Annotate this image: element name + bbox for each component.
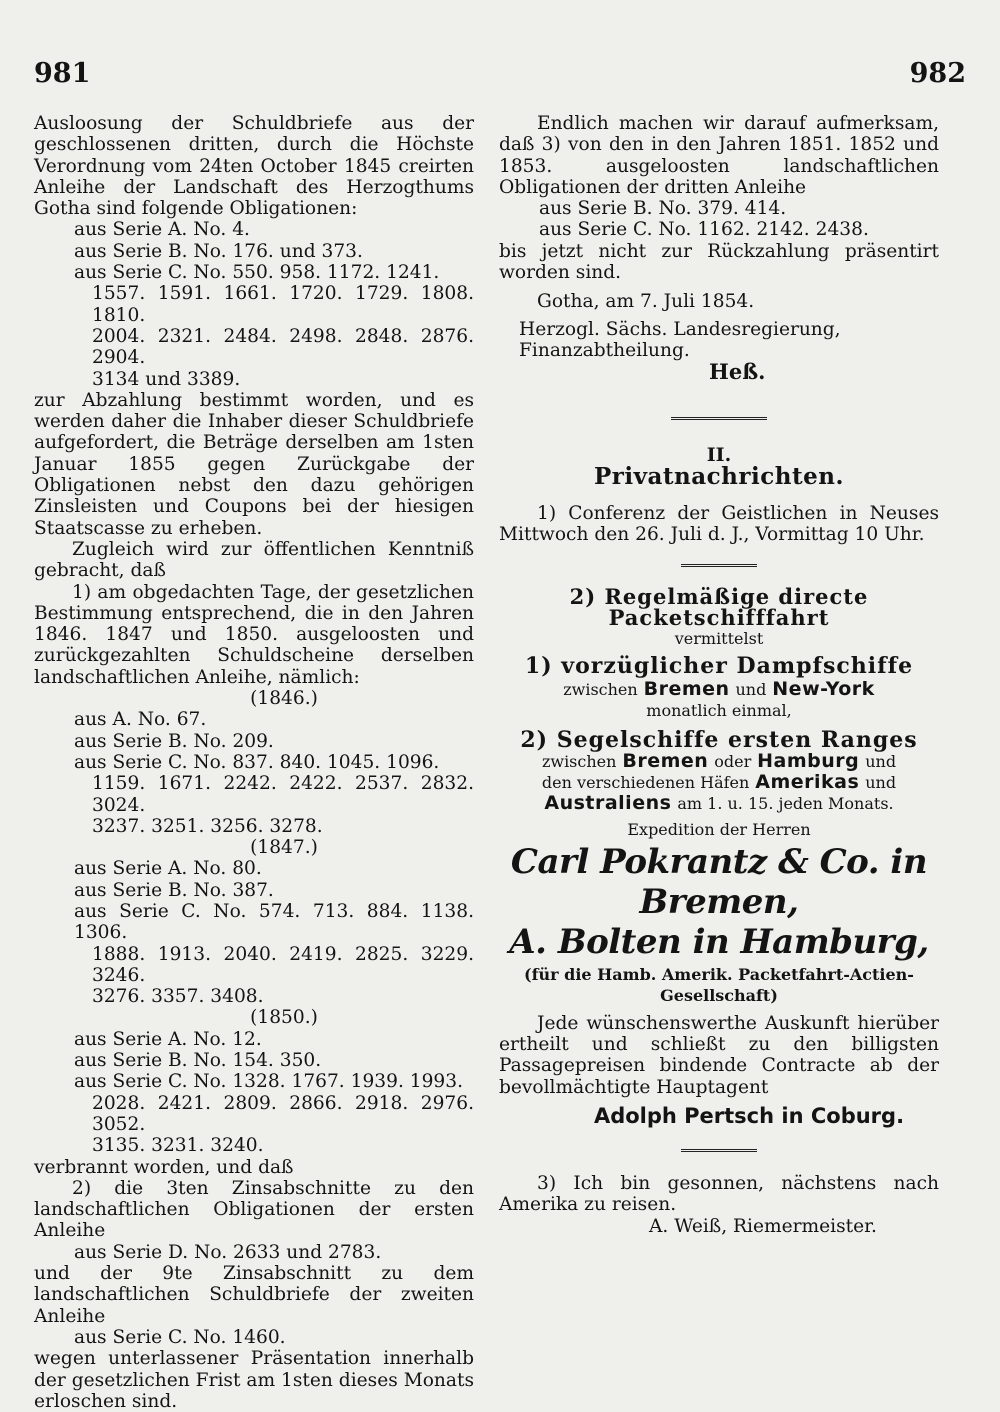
ad-port-new-york: New-York <box>772 677 875 700</box>
list-item: 3134 und 3389. <box>92 368 241 390</box>
list-item: 2028. 2421. 2809. 2866. 2918. 2976. 3052. <box>92 1092 474 1135</box>
list-item: aus A. No. 67. <box>74 709 207 731</box>
burned-line: verbrannt worden, und daß <box>34 1156 294 1178</box>
right-column <box>499 113 939 1237</box>
date-line: Gotha, am 7. Juli 1854. <box>537 291 755 313</box>
ad-info-paragraph: Jede wünschenswerthe Auskunft hierüber ertheilt und schließt zu den billigsten Passagepreisen bindende Contracte ab der bevollmächtigte Hauptagent <box>499 1012 939 1098</box>
ad-route-word: und <box>735 679 767 699</box>
year-heading-1847: (1847.) <box>250 837 318 859</box>
ad-expedition: Expedition der Herren <box>627 819 811 839</box>
lottery-intro-paragraph: Ausloosung der Schuldbriefe aus der geschlossenen dritten, durch die Höchste Verordnung vom 24ten October 1845 creirten Anleihe der Landschaft des Herzogthums Gotha sind folgende Obligationen: <box>34 113 474 220</box>
list-item: aus Serie B. No. 176. und 373. <box>74 240 363 262</box>
ad-dest-amerikas: Amerikas <box>755 771 860 794</box>
ad-steamships-line: 1) vorzüglicher Dampfschiffe <box>524 652 914 679</box>
ad-route-word: den verschiedenen Häfen <box>541 773 750 793</box>
final-continuation: bis jetzt nicht zur Rückzahlung präsentirt worden sind. <box>499 240 939 284</box>
ad-route-word: zwischen <box>563 679 638 699</box>
ad-via: vermittelst <box>674 629 764 649</box>
ad-dest-australiens: Australiens <box>544 792 672 815</box>
ad-route-word: zwischen <box>541 751 617 771</box>
packet-ship-advertisement <box>499 583 939 1128</box>
ad-port-bremen: Bremen <box>622 749 709 772</box>
list-item: 3276. 3357. 3408. <box>92 986 264 1008</box>
notice-conference: 1) Conferenz der Geistlichen in Neuses Mittwoch den 26. Juli d. J., Vormittag 10 Uhr. <box>499 503 939 546</box>
list-item: 3237. 3251. 3256. 3278. <box>92 815 323 837</box>
list-item: aus Serie B. No. 154. 350. <box>74 1050 322 1072</box>
notice-travel-signature: A. Weiß, Riemermeister. <box>649 1215 877 1237</box>
notice-divider <box>681 1149 757 1155</box>
section-title: Privatnachrichten. <box>594 462 844 490</box>
item-one-paragraph: 1) am obgedachten Tage, der gesetzlichen Bestimmung entsprechend, die in den Jahren 1846. 1847 und 1850. ausgeloosten und zurückgezahlten Schuldscheine derselben landschaftlichen Anleihe, nämlich: <box>34 581 474 688</box>
ad-port-bremen: Bremen <box>643 677 730 700</box>
ad-firm-hamburg: A. Bolten in Hamburg, <box>509 922 929 963</box>
ad-heading: 2) Regelmäßige directe Packetschifffahrt <box>569 583 869 631</box>
list-item: 1888. 1913. 2040. 2419. 2825. 3229. 3246. <box>92 943 474 986</box>
ad-route-word: und <box>865 773 897 793</box>
list-item: aus Serie B. No. 209. <box>74 730 274 752</box>
ad-route-two-cont <box>499 772 939 793</box>
list-item: aus Serie A. No. 80. <box>74 858 262 880</box>
page-number-right: 982 <box>909 58 966 89</box>
list-item: 2004. 2321. 2484. 2498. 2848. 2876. 2904. <box>92 325 474 369</box>
list-item: aus Serie B. No. 379. 414. <box>539 198 787 220</box>
ad-schedule: am 1. u. 15. jeden Monats. <box>677 794 894 814</box>
item-two-continuation: und der 9te Zinsabschnitt zu dem landschaftlichen Schuldbriefe der zweiten Anleihe <box>34 1263 474 1327</box>
ad-route-word: und <box>865 751 897 771</box>
page-number-left: 981 <box>34 58 91 89</box>
notice-travel: 3) Ich bin gesonnen, nächstens nach Amerika zu reisen. <box>499 1173 939 1216</box>
list-item: aus Serie C. No. 550. 958. 1172. 1241. <box>74 262 440 284</box>
notice-paragraph: Zugleich wird zur öffentlichen Kenntniß gebracht, daß <box>34 538 474 582</box>
list-item: aus Serie A. No. 4. <box>74 219 250 241</box>
ad-route-one <box>499 679 939 700</box>
signature-name: Heß. <box>709 359 766 385</box>
list-item: aus Serie C. No. 574. 713. 884. 1138. 1306. <box>74 900 474 944</box>
year-heading-1850: (1850.) <box>250 1007 318 1029</box>
list-item: aus Serie C. No. 1328. 1767. 1939. 1993. <box>74 1071 463 1093</box>
finally-paragraph: Endlich machen wir darauf aufmerksam, daß 3) von den in den Jahren 1851. 1852 und 1853. ausgeloosten landschaftlichen Obligationen der dritten Anleihe <box>499 113 939 198</box>
list-item: aus Serie B. No. 387. <box>74 879 274 901</box>
list-item: 3135. 3231. 3240. <box>92 1135 264 1157</box>
closing-paragraph: wegen unterlassener Präsentation innerhalb der gesetzlichen Frist am 1sten dieses Monats erloschen sind. <box>34 1348 474 1412</box>
list-item: aus Serie C. No. 837. 840. 1045. 1096. <box>74 751 440 773</box>
ad-route-two-end <box>499 793 939 814</box>
section-divider <box>671 417 767 423</box>
list-item: aus Serie A. No. 12. <box>74 1028 262 1050</box>
section-number: II. <box>706 443 732 466</box>
list-item: 1159. 1671. 2242. 2422. 2537. 2832. 3024. <box>92 773 474 816</box>
list-item: aus Serie C. No. 1460. <box>74 1326 286 1348</box>
list-item: 1557. 1591. 1661. 1720. 1729. 1808. 1810. <box>92 283 474 326</box>
ad-route-word: oder <box>714 751 752 771</box>
ad-sailships-line: 2) Segelschiffe ersten Ranges <box>520 726 918 753</box>
notice-divider <box>681 564 757 570</box>
ad-port-hamburg: Hamburg <box>757 749 860 772</box>
item-two-paragraph: 2) die 3ten Zinsabschnitte zu den landschaftlichen Obligationen der ersten Anleihe <box>34 1177 474 1242</box>
left-column <box>34 113 474 1412</box>
ad-route-two <box>499 751 939 772</box>
ad-firm-bremen: Carl Pokrantz & Co. in Bremen, <box>510 842 928 923</box>
year-heading-1846: (1846.) <box>250 688 318 710</box>
payment-paragraph: zur Abzahlung bestimmt worden, und es werden daher die Inhaber dieser Schuldbriefe aufgefordert, die Beträge derselben am 1sten Januar 1855 gegen Zurückgabe der Obligationen nebst den dazu gehörigen Zinsleisten und Coupons bei der hiesigen Staatscasse zu erheben. <box>34 389 474 539</box>
ad-firm-subtitle: (für die Hamb. Amerik. Packetfahrt-Actien-Gesellschaft) <box>524 965 914 1006</box>
list-item: aus Serie D. No. 2633 und 2783. <box>74 1241 382 1263</box>
signature-authority: Herzogl. Sächs. Landesregierung, Finanzabtheilung. <box>519 318 841 361</box>
list-item: aus Serie C. No. 1162. 2142. 2438. <box>539 219 869 241</box>
ad-frequency: monatlich einmal, <box>646 701 792 721</box>
ad-agent-name: Adolph Pertsch in Coburg. <box>593 1103 905 1128</box>
